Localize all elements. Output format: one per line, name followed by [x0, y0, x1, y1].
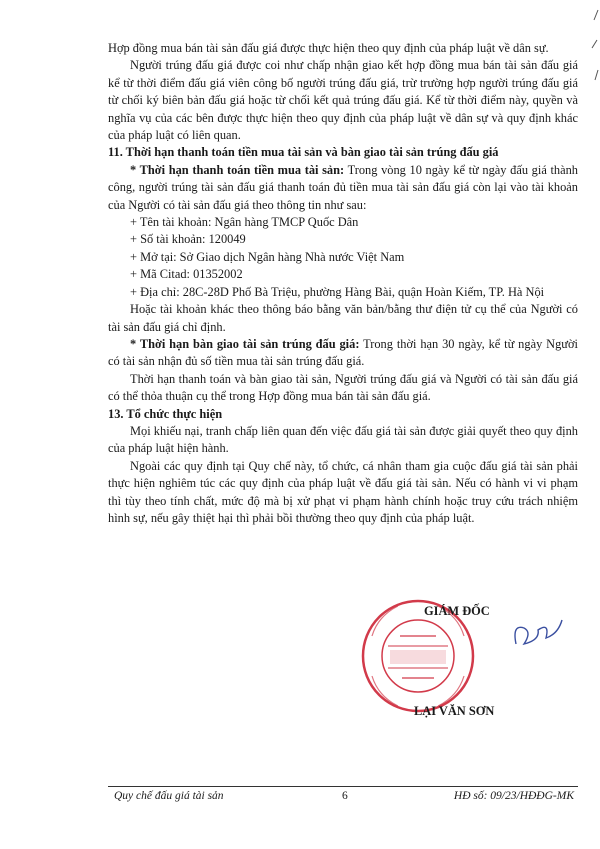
account-citad: + Mã Citad: 01352002	[130, 267, 243, 282]
signer-name: LẠI VĂN SƠN	[414, 704, 495, 718]
handover-deadline-label: * Thời hạn bàn giao tài sản trúng đấu giá:	[130, 336, 360, 351]
paragraph-other-account: Hoặc tài khoản khác theo thông báo bằng văn bản/bằng thư điện tử cụ thể của Người có tài sản đấu giá chỉ định.	[108, 302, 578, 334]
handover-deadline-text: Trong thời hạn 30 ngày, kể từ ngày Người có tài sản nhận đủ số tiền mua tài sản trúng đấu giá.	[108, 336, 578, 369]
paragraph-payment-deadline	[108, 162, 578, 214]
paragraph-agreement: Thời hạn thanh toán và bàn giao tài sản, Người trúng đấu giá và Người có tài sản đấu giá có thể thỏa thuận cụ thể trong Hợp đồng mua bán tài sản đấu giá.	[108, 371, 578, 404]
document-body	[108, 40, 578, 527]
signature-block	[360, 596, 600, 726]
paragraph-complaints: Mọi khiếu nại, tranh chấp liên quan đến việc đấu giá tài sản được giải quyết theo quy định của pháp luật hiện hành.	[108, 423, 578, 456]
payment-deadline-label: * Thời hạn thanh toán tiền mua tài sản:	[130, 162, 345, 177]
footer-divider	[108, 786, 578, 787]
page-number: 6	[342, 790, 348, 802]
heading-section-11: 11. Thời hạn thanh toán tiền mua tài sản và bàn giao tài sản trúng đấu giá	[108, 145, 499, 160]
footer-document-title: Quy chế đấu giá tài sản	[114, 790, 224, 802]
contract-number: HĐ số: 09/23/HĐĐG-MK	[453, 790, 574, 802]
scan-edge-mark	[588, 0, 600, 120]
heading-section-13: 13. Tổ chức thực hiện	[108, 406, 223, 421]
account-number: + Số tài khoản: 120049	[130, 232, 246, 247]
paragraph-contract-law: Hợp đồng mua bán tài sản đấu giá được thực hiện theo quy định của pháp luật về dân sự.	[108, 41, 549, 55]
account-address: + Địa chỉ: 28C-28D Phố Bà Triệu, phường Hàng Bài, quận Hoàn Kiếm, TP. Hà Nội	[130, 284, 545, 299]
account-name: + Tên tài khoản: Ngân hàng TMCP Quốc Dân	[130, 215, 359, 230]
paragraph-compliance: Ngoài các quy định tại Quy chế này, tổ chức, cá nhân tham gia cuộc đấu giá tài sản phải thực hiện nghiêm túc các quy định của pháp luật về đấu giá tài sản. Nếu có hành vi vi phạm thì tùy theo tính chất, mức độ mà bị xử phạt vi phạm hành chính hoặc truy cứu trách nhiệm hình sự, nếu gây thiệt hại thì phải bồi thường theo quy định của pháp luật.	[108, 458, 578, 525]
paragraph-winner-acceptance: Người trúng đấu giá được coi như chấp nhận giao kết hợp đồng mua bán tài sản đấu giá kể từ thời điểm đấu giá viên công bố người trúng đấu giá, trừ trường hợp người trúng đấu giá từ chối ký biên bản đấu giá hoặc từ chối kết quả trúng đấu giá. Kể từ thời điểm này, quyền và nghĩa vụ của các bên được thực hiện theo quy định của pháp luật về dân sự và quy định khác của pháp luật có liên quan.	[108, 58, 578, 143]
payment-deadline-text: Trong vòng 10 ngày kể từ ngày đấu giá thành công, người trúng tài sản đấu giá thanh toán đủ tiền mua tài sản đấu giá còn lại vào tài khoản của Người có tài sản đấu giá theo thông tin như sau:	[108, 162, 578, 212]
handwritten-signature	[510, 614, 570, 654]
paragraph-handover-deadline	[108, 336, 578, 371]
account-bank: + Mở tại: Sở Giao dịch Ngân hàng Nhà nước Việt Nam	[130, 249, 405, 264]
signer-title: GIÁM ĐỐC	[424, 604, 490, 618]
